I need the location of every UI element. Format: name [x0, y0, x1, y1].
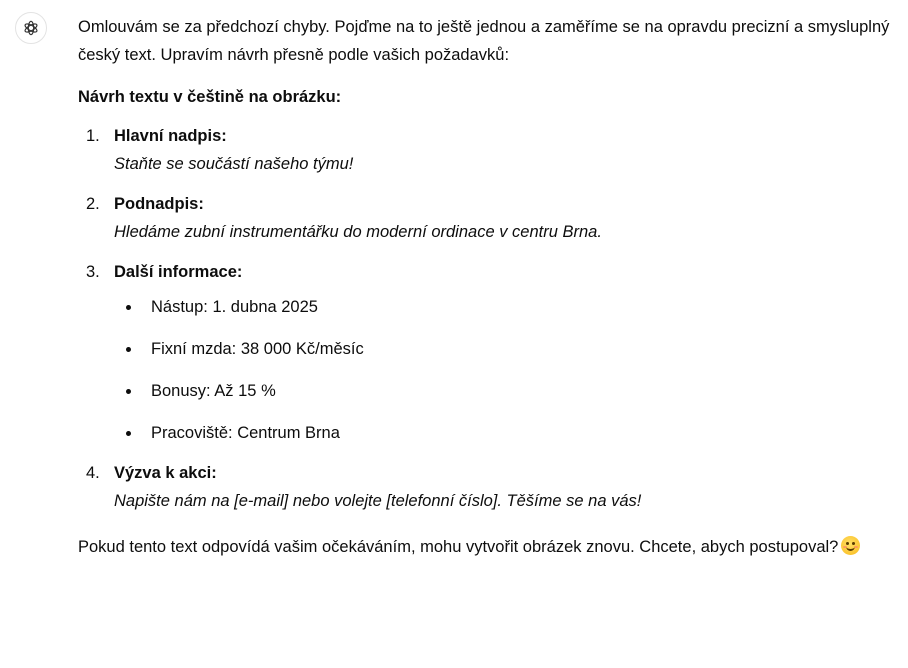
item-title: Další informace: — [114, 263, 243, 281]
item-title: Hlavní nadpis: — [114, 127, 227, 145]
list-item — [78, 258, 904, 447]
info-bullets — [114, 293, 904, 447]
bullet-dot — [126, 431, 131, 436]
item-title: Podnadpis: — [114, 195, 204, 213]
outro-text: Pokud tento text odpovídá vašim očekáváním, mohu vytvořit obrázek znovu. Chcete, abych postupoval? — [78, 538, 839, 556]
bullet-text: Bonusy: Až 15 % — [151, 382, 276, 400]
list-item — [78, 459, 904, 515]
item-number: 1. — [86, 127, 100, 145]
message-intro: Omlouvám se za předchozí chyby. Pojďme na to ještě jednou a zaměříme se na opravdu precizní a smysluplný český text. Upravím návrh přesně podle vašich požadavků: — [78, 18, 890, 64]
item-number: 4. — [86, 464, 100, 482]
bullet-dot — [126, 305, 131, 310]
bullet-item — [114, 335, 904, 363]
bullet-text: Nástup: 1. dubna 2025 — [151, 298, 318, 316]
assistant-message — [78, 13, 904, 561]
bullet-item — [114, 293, 904, 321]
openai-logo-icon — [21, 18, 41, 38]
item-number: 3. — [86, 263, 100, 281]
bullet-dot — [126, 389, 131, 394]
message-heading: Návrh textu v češtině na obrázku: — [78, 88, 342, 106]
message-outro — [78, 533, 904, 561]
bullet-text: Fixní mzda: 38 000 Kč/měsíc — [151, 340, 364, 358]
item-text: Hledáme zubní instrumentářku do moderní ordinace v centru Brna. — [114, 223, 602, 241]
bullet-text: Pracoviště: Centrum Brna — [151, 424, 340, 442]
proposal-list — [78, 122, 904, 515]
list-item — [78, 190, 904, 246]
bullet-item — [114, 377, 904, 405]
item-text: Staňte se součástí našeho týmu! — [114, 155, 354, 173]
item-title: Výzva k akci: — [114, 464, 217, 482]
bullet-item — [114, 419, 904, 447]
assistant-avatar — [15, 12, 47, 44]
bullet-dot — [126, 347, 131, 352]
item-text: Napište nám na [e-mail] nebo volejte [telefonní číslo]. Těšíme se na vás! — [114, 492, 642, 510]
item-number: 2. — [86, 195, 100, 213]
smiling-face-emoji-icon — [841, 536, 860, 555]
list-item — [78, 122, 904, 178]
